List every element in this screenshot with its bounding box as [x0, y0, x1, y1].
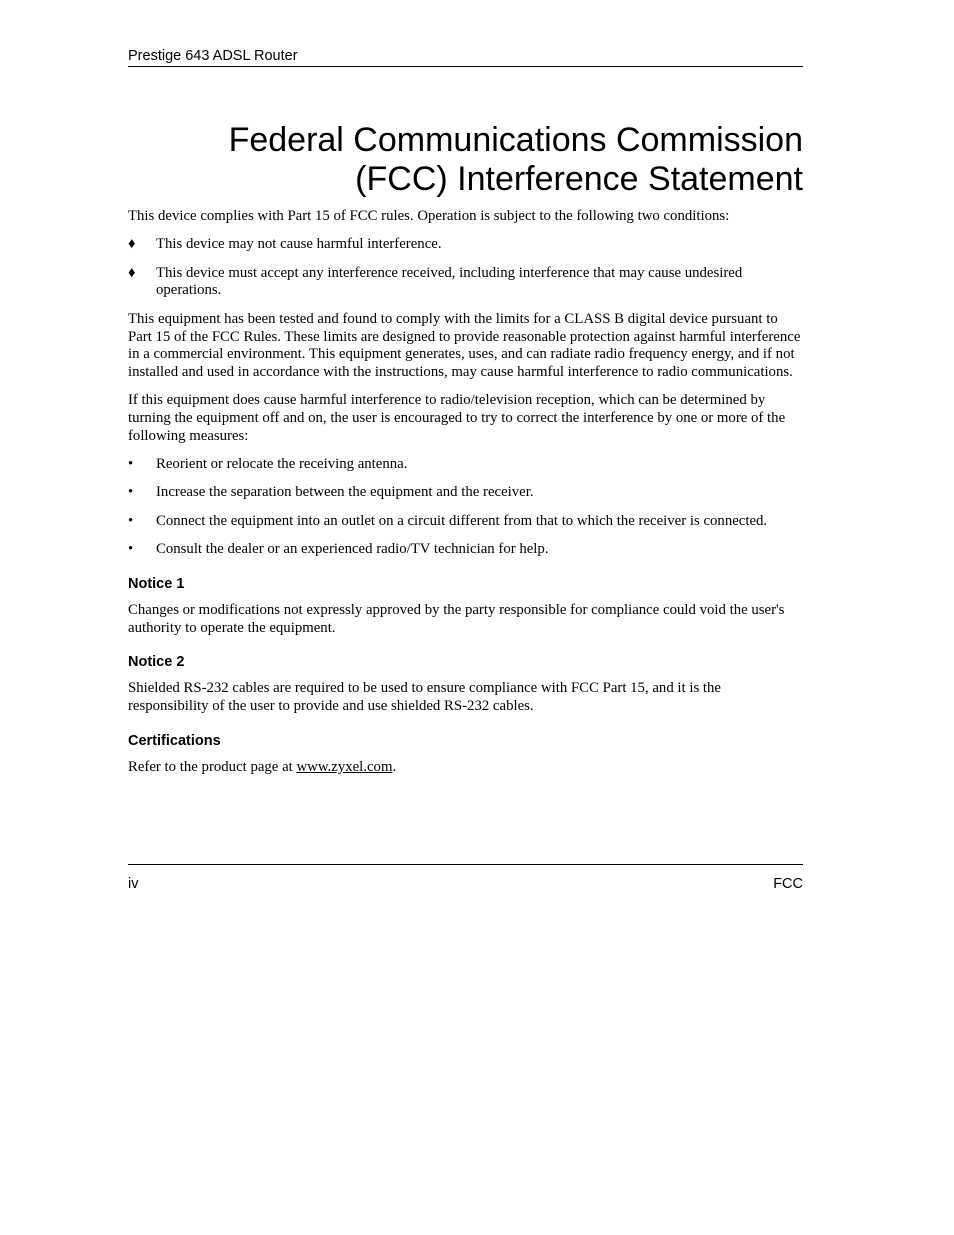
measures-list — [128, 456, 803, 559]
certifications-text — [128, 759, 803, 777]
diamond-bullet-icon: ♦ — [128, 264, 136, 281]
measures-paragraph: If this equipment does cause harmful interference to radio/television reception, which can be determined by turning the equipment off and on, the user is encouraged to try to correct the interference by one or more of the following measures: — [128, 392, 786, 444]
notice-2-text: Shielded RS-232 cables are required to be used to ensure compliance with FCC Part 15, and it is the responsibility of the user to provide and use shielded RS-232 cables. — [128, 680, 721, 715]
dot-bullet-icon: • — [128, 512, 134, 529]
list-item-text: Consult the dealer or an experienced radio/TV technician for help. — [156, 541, 549, 558]
list-item-text: This device must accept any interference received, including interference that may cause undesired operations. — [156, 264, 743, 299]
notice-2-heading: Notice 2 — [128, 654, 185, 671]
list-item-text: This device may not cause harmful interference. — [156, 236, 442, 253]
list-item — [128, 513, 803, 531]
zyxel-link[interactable]: www.zyxel.com — [296, 758, 393, 775]
certifications-text-after: . — [392, 758, 397, 775]
notice-1-text: Changes or modifications not expressly approved by the party responsible for compliance could void the user's authority to operate the equipment. — [128, 602, 785, 636]
list-item — [128, 265, 803, 300]
certifications-heading: Certifications — [128, 732, 221, 749]
footer-divider — [128, 864, 803, 865]
page-title — [128, 121, 803, 199]
dot-bullet-icon: • — [128, 455, 134, 472]
list-item-text: Increase the separation between the equipment and the receiver. — [156, 484, 534, 501]
title-line-1: Federal Communications Commission — [228, 121, 803, 159]
tested-paragraph: This equipment has been tested and found to comply with the limits for a CLASS B digital device pursuant to Part 15 of the FCC Rules. These limits are designed to provide reasonable protection against harmful interference in a commercial environment. This equipment generates, uses, and can radiate radio frequency energy, and if not installed and used in accordance with the instructions, may cause harmful interference to radio communications. — [128, 310, 801, 381]
notice-1-heading: Notice 1 — [128, 576, 185, 593]
certifications-text-before: Refer to the product page at — [128, 758, 297, 775]
page-number: iv — [128, 876, 139, 892]
list-item-text: Connect the equipment into an outlet on a circuit different from that to which the receiver is connected. — [156, 512, 768, 529]
dot-bullet-icon: • — [128, 541, 134, 558]
diamond-bullet-icon: ♦ — [128, 236, 136, 253]
list-item — [128, 236, 803, 254]
list-item-text: Reorient or relocate the receiving antenna. — [156, 455, 408, 472]
conditions-list — [128, 236, 803, 300]
running-header: Prestige 643 ADSL Router — [128, 47, 803, 67]
title-line-2: (FCC) Interference Statement — [355, 160, 803, 198]
document-body — [128, 208, 803, 787]
footer-section-name: FCC — [773, 876, 803, 892]
list-item — [128, 541, 803, 559]
list-item — [128, 484, 803, 502]
list-item — [128, 456, 803, 474]
dot-bullet-icon: • — [128, 484, 134, 501]
intro-paragraph: This device complies with Part 15 of FCC rules. Operation is subject to the following two conditions: — [128, 208, 730, 224]
